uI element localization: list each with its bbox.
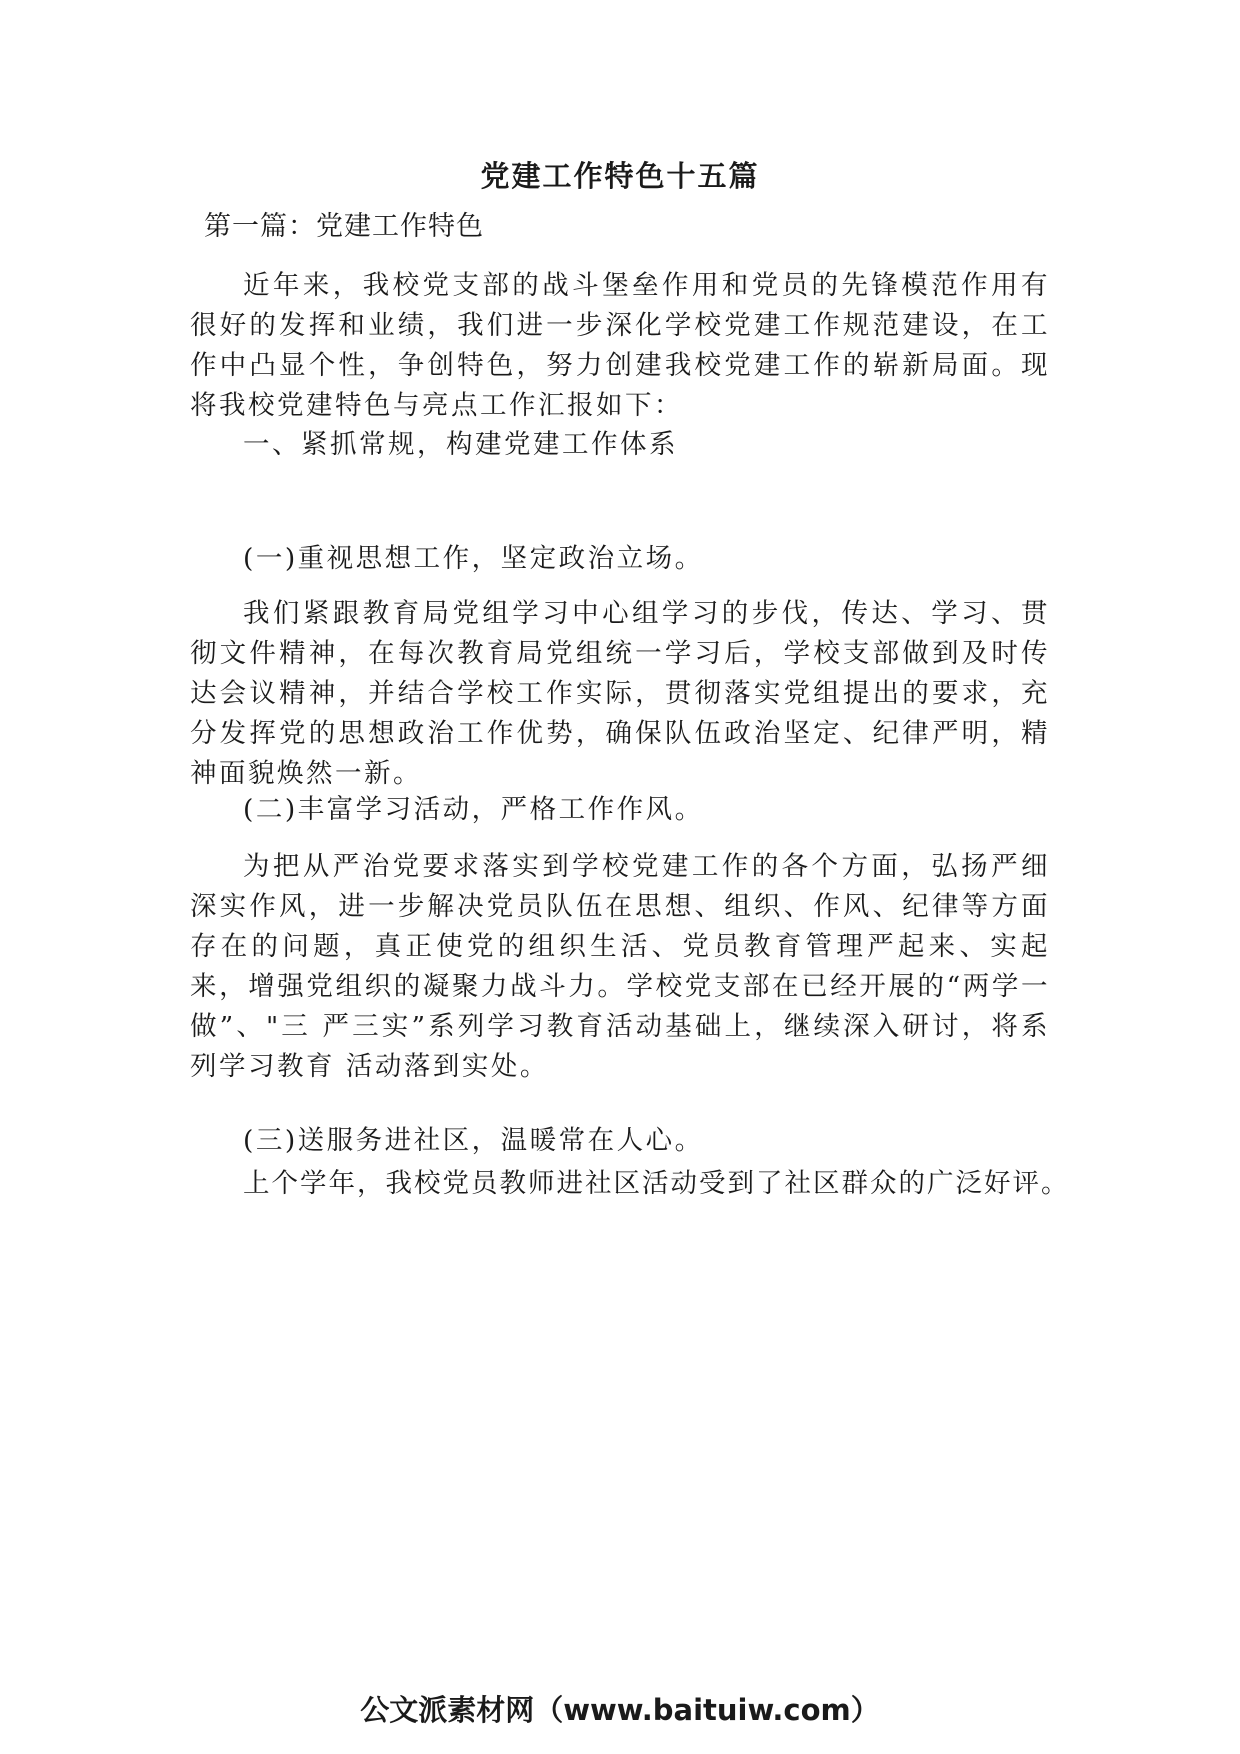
- body-paragraph-1: 我们紧跟教育局党组学习中心组学习的步伐，传达、学习、贯彻文件精神，在每次教育局党组统一学习后，学校支部做到及时传达会议精神，并结合学校工作实际，贯彻落实党组提出的要求，充分发挥党的思想政治工作优势，确保队伍政治坚定、纪律严明，精神面貌焕然一新。: [190, 598, 1050, 789]
- page-title: 党建工作特色十五篇: [480, 159, 760, 193]
- subheading-3: (三)送服务进社区，温暖常在人心。: [243, 1125, 704, 1156]
- subheading-2: (二)丰富学习活动，严格工作作风。: [243, 794, 704, 825]
- body-paragraph-3: 上个学年，我校党员教师进社区活动受到了社区群众的广泛好评。: [243, 1168, 1070, 1199]
- intro-paragraph: 近年来，我校党支部的战斗堡垒作用和党员的先锋模范作用有很好的发挥和业绩，我们进一步深化学校党建工作规范建设，在工作中凸显个性，争创特色，努力创建我校党建工作的崭新局面。现将我校党建特色与亮点工作汇报如下：: [190, 270, 1050, 421]
- section-heading: 第一篇：党建工作特色: [204, 211, 484, 242]
- body-paragraph-2: 为把从严治党要求落实到学校党建工作的各个方面，弘扬严细深实作风，进一步解决党员队伍在思想、组织、作风、纪律等方面存在的问题，真正使党的组织生活、党员教育管理严起来、实起来，增强党组织的凝聚力战斗力。学校党支部在已经开展的“两学一做”、"三 严三实”系列学习教育活动基础上，继续深入研讨，将系列学习教育 活动落到实处。: [190, 851, 1050, 1082]
- footer-watermark: 公文派素材网（www.baituiw.com）: [360, 1693, 880, 1727]
- heading-level-1: 一、紧抓常规，构建党建工作体系: [243, 429, 678, 460]
- subheading-1: (一)重视思想工作，坚定政治立场。: [243, 543, 704, 574]
